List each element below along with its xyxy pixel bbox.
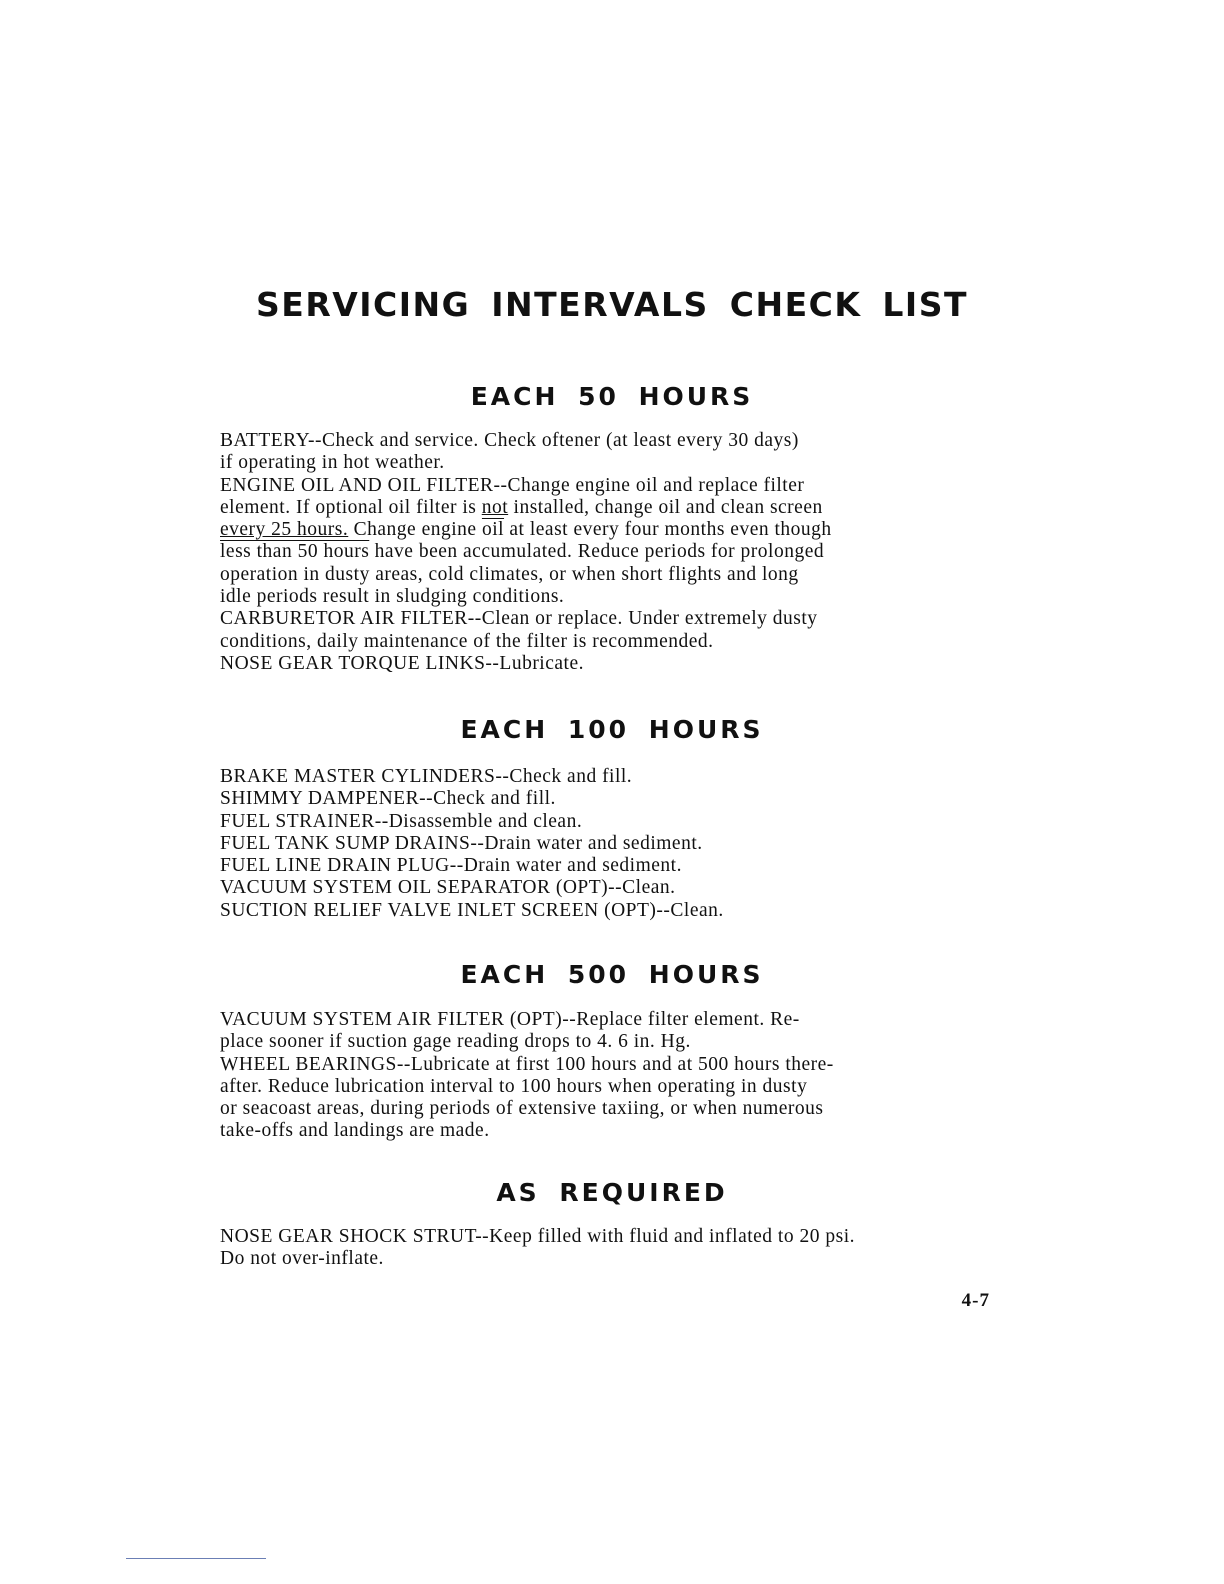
section-heading-100-hours: EACH 100 HOURS — [460, 715, 764, 744]
checklist-item: FUEL TANK SUMP DRAINS--Drain water and sediment. — [220, 832, 703, 854]
page-title: SERVICING INTERVALS CHECK LIST — [256, 285, 968, 324]
section-body-50-hours — [220, 430, 1010, 675]
checklist-item-carburetor-air-filter: CARBURETOR AIR FILTER--Clean or replace. Under extremely dusty conditions, daily maintenance of the filter is recommended. — [220, 608, 818, 652]
checklist-item-torque-links: NOSE GEAR TORQUE LINKS--Lubricate. — [220, 652, 584, 674]
checklist-item: SHIMMY DAMPENER--Check and fill. — [220, 788, 556, 810]
checklist-item: SUCTION RELIEF VALVE INLET SCREEN (OPT)--Clean. — [220, 899, 724, 921]
checklist-item-engine-oil: ENGINE OIL AND OIL FILTER--Change engine oil and replace filter element. If optional oil filter is not installed, change oil and clean screen every 25 hours. Change engine $\overline{oil}$ at least every four months even though less than 50 hours have been accumulated. Reduce periods for prolonged operation in dusty areas, cold climates, or when short flights and long idle periods result in sludging conditions. — [220, 474, 832, 608]
section-body-500-hours — [220, 1009, 1010, 1143]
section-heading-as-required: AS REQUIRED — [496, 1178, 728, 1207]
page-number: 4-7 — [961, 1290, 990, 1311]
section-body-100-hours — [220, 766, 1010, 922]
emphasis-not: not — [481, 496, 509, 518]
checklist-item: VACUUM SYSTEM OIL SEPARATOR (OPT)--Clean. — [220, 877, 676, 899]
emphasis-every-25-hours: every 25 hours. — [220, 519, 349, 541]
section-body-as-required — [220, 1226, 1010, 1271]
checklist-item-battery: BATTERY--Check and service. Check oftener (at least every 30 days) if operating in hot weather. — [220, 430, 799, 474]
checklist-item-nose-gear-shock-strut: NOSE GEAR SHOCK STRUT--Keep filled with fluid and inflated to 20 psi. Do not over-inflate. — [220, 1226, 855, 1270]
checklist-item: FUEL STRAINER--Disassemble and clean. — [220, 810, 583, 832]
footnote-divider — [126, 1558, 266, 1559]
section-heading-500-hours: EACH 500 HOURS — [460, 960, 764, 989]
emphasis-less-than-50-hours: less than 50 hours — [220, 541, 370, 563]
checklist-item: FUEL LINE DRAIN PLUG--Drain water and sediment. — [220, 855, 682, 877]
checklist-item-wheel-bearings: WHEEL BEARINGS--Lubricate at first 100 hours and at 500 hours there- after. Reduce lubrication interval to 100 hours when operating in dusty or seacoast areas, during periods of extensive taxiing, or when numerous take-offs and landings are made. — [220, 1053, 834, 1142]
checklist-item: BRAKE MASTER CYLINDERS--Check and fill. — [220, 766, 633, 787]
section-heading-50-hours: EACH 50 HOURS — [470, 382, 754, 411]
checklist-item-vacuum-air-filter: VACUUM SYSTEM AIR FILTER (OPT)--Replace filter element. Re- place sooner if suction gage reading drops to 4. 6 in. Hg. — [220, 1009, 800, 1053]
emphasis-oil: $\overline{oil}$ — [481, 519, 505, 541]
